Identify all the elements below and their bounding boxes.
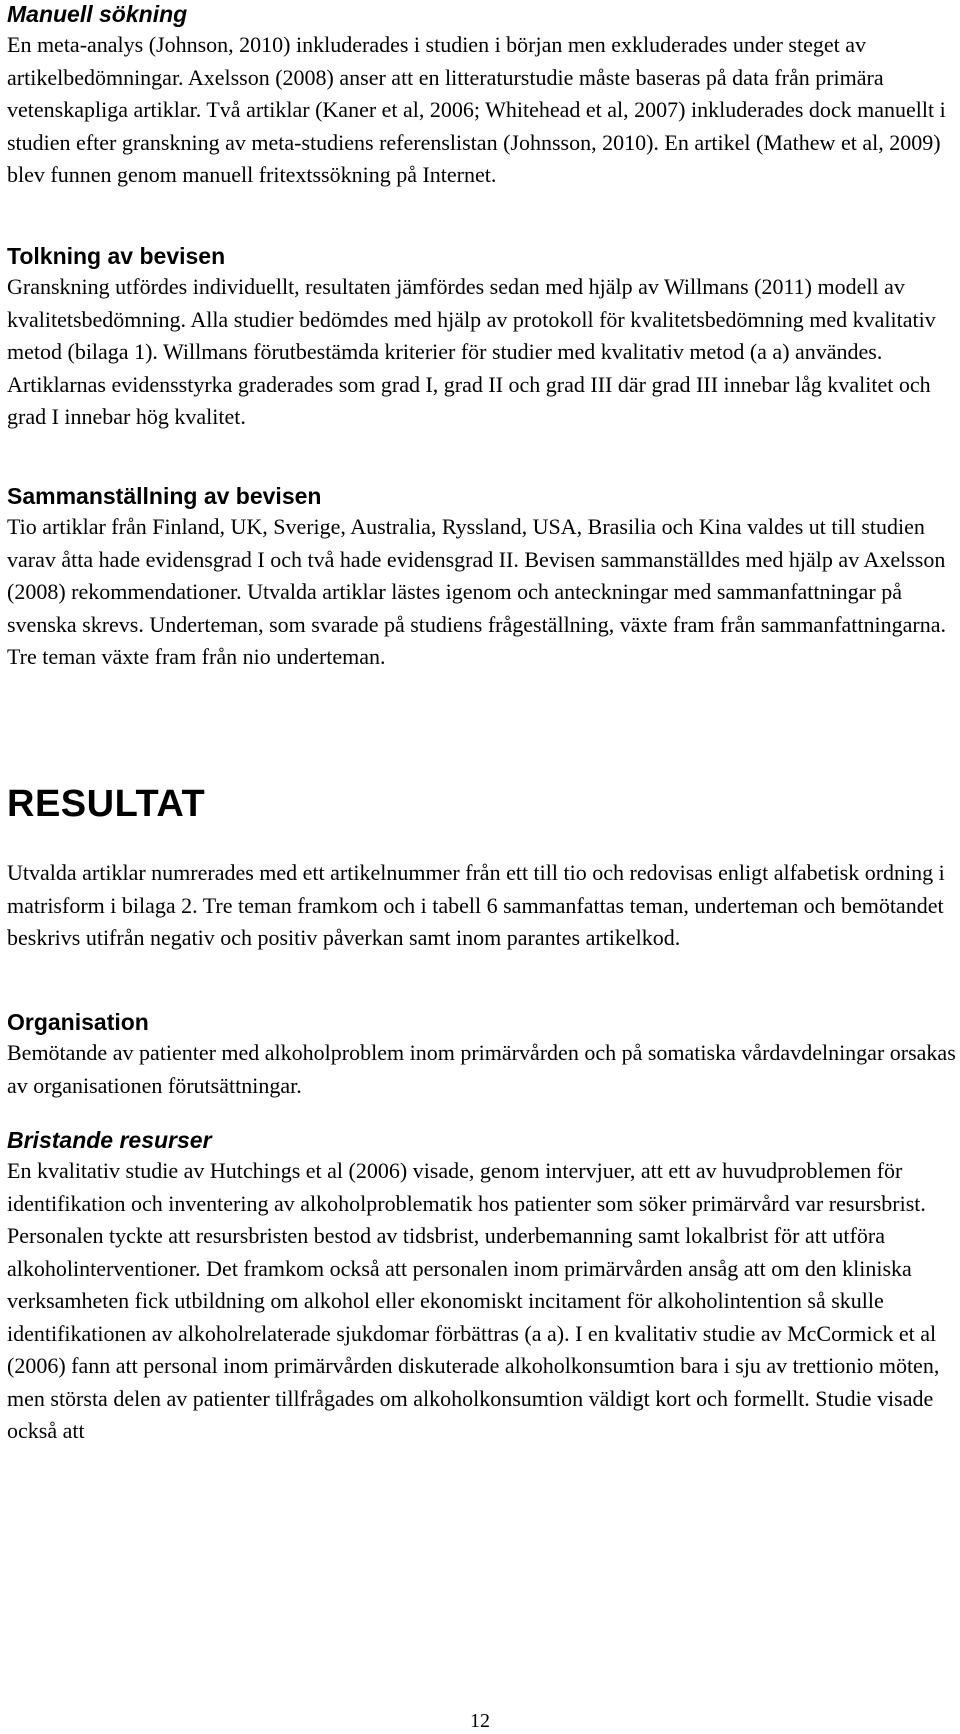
heading-bristande-resurser: Bristande resurser (7, 1127, 212, 1153)
paragraph-tolkning-av-bevisen: Granskning utfördes individuellt, resultaten jämfördes sedan med hjälp av Willmans (2011) modell av kvalitetsbedömning. Alla studier bedömdes med hjälp av protokoll för kvalitetsbedömning med kvalitativ metod (bilaga 1). Willmans förutbestämda kriterier för studier med kvalitativ metod (a a) användes. Artiklarnas evidensstyrka graderades som grad I, grad II och grad III där grad III innebar låg kvalitet och grad I innebar hög kvalitet. (7, 274, 936, 429)
paragraph-sammanstallning-av-bevisen: Tio artiklar från Finland, UK, Sverige, Australia, Ryssland, USA, Brasilia och Kina valdes ut till studien varav åtta hade evidensgrad I och två hade evidensgrad II. Bevisen sammanställdes med hjälp av Axelsson (2008) rekommendationer. Utvalda artiklar lästes igenom och anteckningar med sammanfattningar på svenska skrevs. Underteman, som svarade på studiens frågeställning, växte fram från sammanfattningarna. Tre teman växte fram från nio underteman. (7, 514, 946, 669)
heading-sammanstallning-av-bevisen: Sammanställning av bevisen (7, 483, 322, 509)
heading-tolkning-av-bevisen: Tolkning av bevisen (7, 243, 226, 269)
heading-resultat: RESULTAT (7, 783, 206, 825)
paragraph-organisation: Bemötande av patienter med alkoholproblem inom primärvården och på somatiska vårdavdelningar orsakas av organisationen förutsättningar. (7, 1040, 956, 1098)
paragraph-manuell-sokning: En meta-analys (Johnson, 2010) inkluderades i studien i början men exkluderades under steget av artikelbedömningar. Axelsson (2008) anser att en litteraturstudie måste baseras på data från primära vetenskapliga artiklar. Två artiklar (Kaner et al, 2006; Whitehead et al, 2007) inkluderades dock manuellt i studien efter granskning av meta-studiens referenslistan (Johnsson, 2010). En artikel (Mathew et al, 2009) blev funnen genom manuell fritextssökning på Internet. (7, 32, 946, 187)
page-number: 12 (470, 1710, 490, 1732)
paragraph-bristande-resurser: En kvalitativ studie av Hutchings et al (2006) visade, genom intervjuer, att ett av huvudproblemen för identifikation och inventering av alkoholproblematik hos patienter som söker primärvård var resursbrist. Personalen tyckte att resursbristen bestod av tidsbrist, underbemanning samt lokalbrist för att utföra alkoholinterventioner. Det framkom också att personalen inom primärvården ansåg att om den kliniska verksamheten fick utbildning om alkohol eller ekonomiskt incitament för alkoholintention så skulle identifikationen av alkoholrelaterade sjukdomar förbättras (a a). I en kvalitativ studie av McCormick et al (2006) fann att personal inom primärvården diskuterade alkoholkonsumtion bara i sju av trettionio möten, men största delen av patienter tillfrågades om alkoholkonsumtion väldigt kort och formellt. Studie visade också att (7, 1158, 940, 1443)
heading-organisation: Organisation (7, 1009, 149, 1035)
paragraph-resultat: Utvalda artiklar numrerades med ett artikelnummer från ett till tio och redovisas enligt alfabetisk ordning i matrisform i bilaga 2. Tre teman framkom och i tabell 6 sammanfattas teman, underteman och bemötandet beskrivs utifrån negativ och positiv påverkan samt inom parantes artikelkod. (7, 860, 945, 950)
heading-manuell-sokning: Manuell sökning (7, 1, 188, 27)
